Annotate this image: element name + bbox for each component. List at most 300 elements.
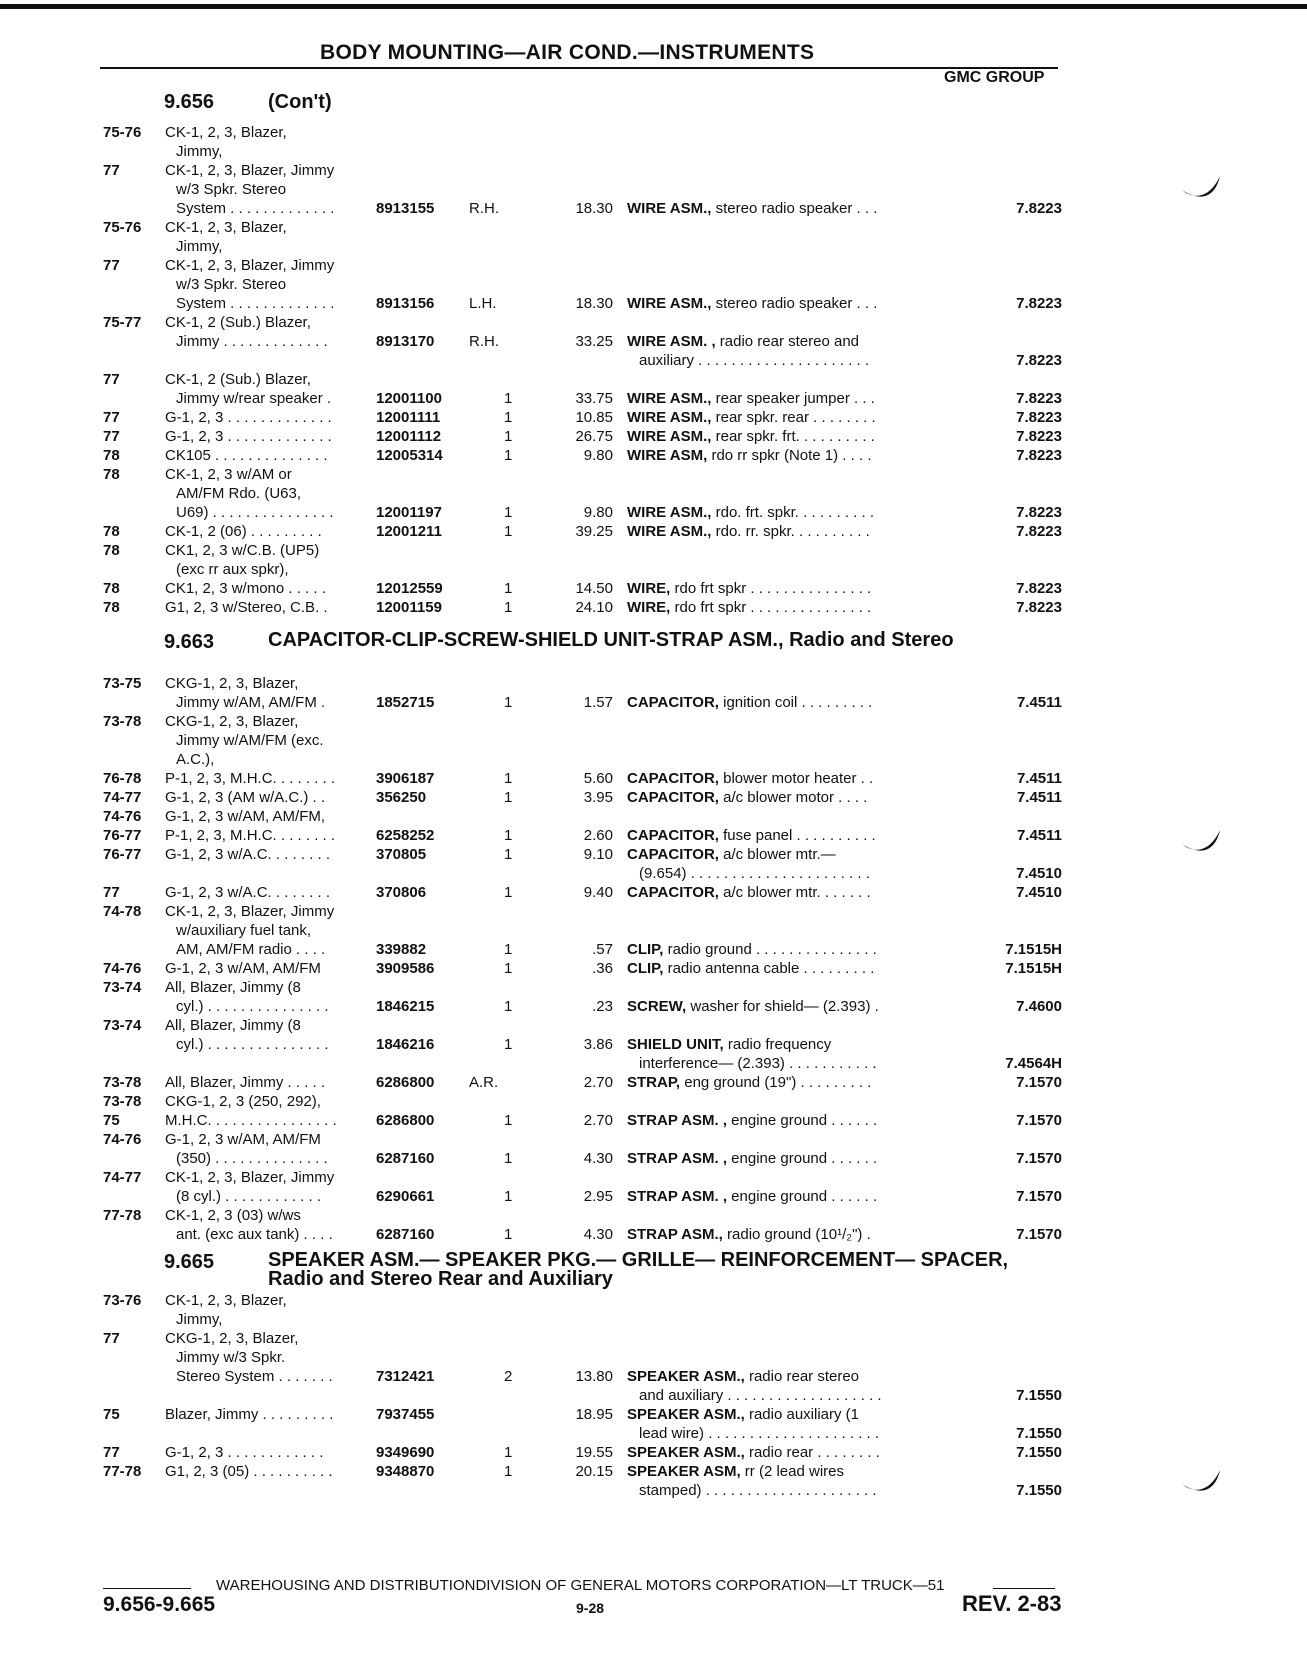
part-number: 6287160 xyxy=(376,1150,435,1167)
model-description: G-1, 2, 3 w/AM, AM/FM xyxy=(165,960,321,977)
table-row xyxy=(0,161,1307,180)
item-name: CLIP, xyxy=(627,941,664,958)
price: 2.70 xyxy=(583,1112,613,1129)
table-row xyxy=(0,351,1307,370)
table-row xyxy=(0,788,1307,807)
item-description xyxy=(627,1462,844,1481)
section-number: 9.656 xyxy=(164,91,215,113)
quantity: 1 xyxy=(504,827,513,844)
item-detail: engine ground . . . . . . xyxy=(727,1188,878,1205)
item-description xyxy=(627,1225,871,1244)
model-year: 77-78 xyxy=(103,1463,142,1480)
table-row xyxy=(0,731,1307,750)
group-number: 7.1515H xyxy=(1005,941,1062,958)
table-row xyxy=(0,1386,1307,1405)
item-detail: radio rear stereo xyxy=(744,1368,860,1385)
part-number: 370806 xyxy=(376,884,427,901)
model-description: Jimmy w/AM/FM (exc. xyxy=(176,732,324,749)
section-title: SPEAKER ASM.— SPEAKER PKG.— GRILLE— REINFORCEMENT— SPACER, Radio and Stereo Rear and Auxiliary xyxy=(268,1249,1009,1290)
group-number: 7.4564H xyxy=(1005,1055,1062,1072)
quantity: 1 xyxy=(504,789,513,806)
group-label: GMC GROUP xyxy=(944,69,1045,86)
model-description: (8 cyl.) . . . . . . . . . . . . xyxy=(176,1188,322,1205)
group-number: 7.1515H xyxy=(1005,960,1062,977)
table-row xyxy=(0,294,1307,313)
model-description: CK-1, 2, 3 w/AM or xyxy=(165,466,292,483)
part-number: 12001100 xyxy=(376,390,442,407)
item-name: CAPACITOR, xyxy=(627,884,719,901)
item-description xyxy=(627,199,877,218)
model-description: CK-1, 2, 3, Blazer, Jimmy xyxy=(165,1169,335,1186)
binder-hole-mark-icon xyxy=(1180,172,1224,204)
item-description xyxy=(627,1443,880,1462)
model-description: G-1, 2, 3 . . . . . . . . . . . . . xyxy=(165,409,332,426)
table-row xyxy=(0,940,1307,959)
part-number: 12001211 xyxy=(376,523,442,540)
model-year: 78 xyxy=(103,447,120,464)
item-name: SCREW, xyxy=(627,998,687,1015)
model-year: 74-76 xyxy=(103,808,142,825)
item-name: CAPACITOR, xyxy=(627,694,719,711)
item-detail: radio frequency xyxy=(723,1036,832,1053)
table-row xyxy=(0,1348,1307,1367)
item-detail: radio ground . . . . . . . . . . . . . . . xyxy=(663,941,877,958)
section-title: CAPACITOR-CLIP-SCREW-SHIELD UNIT-STRAP ASM., Radio and Stereo xyxy=(268,629,954,651)
part-number: 8913156 xyxy=(376,295,435,312)
price: 9.80 xyxy=(583,447,613,464)
quantity: 1 xyxy=(504,1463,513,1480)
part-number: 6287160 xyxy=(376,1226,435,1243)
model-description: CK-1, 2, 3, Blazer, xyxy=(165,124,287,141)
item-description xyxy=(627,693,872,712)
top-rule xyxy=(0,4,1307,9)
item-name: CAPACITOR, xyxy=(627,789,719,806)
table-row xyxy=(0,807,1307,826)
footer-rule-left xyxy=(103,1588,191,1589)
quantity: 1 xyxy=(504,428,513,445)
model-description: w/3 Spkr. Stereo xyxy=(176,181,287,198)
part-number: 7312421 xyxy=(376,1368,435,1385)
table-row xyxy=(0,750,1307,769)
group-number: 7.1550 xyxy=(1016,1387,1062,1404)
item-description xyxy=(627,883,871,902)
model-description: All, Blazer, Jimmy . . . . . xyxy=(165,1074,326,1091)
item-detail: rdo. rr. spkr. . . . . . . . . . xyxy=(711,523,870,540)
page-number: 9-28 xyxy=(576,1600,605,1616)
table-row xyxy=(0,1329,1307,1348)
model-year: 77 xyxy=(103,428,120,445)
model-year: 77 xyxy=(103,162,120,179)
model-description: G1, 2, 3 (05) . . . . . . . . . . xyxy=(165,1463,333,1480)
item-name: CAPACITOR, xyxy=(627,846,719,863)
quantity: 1 xyxy=(504,409,513,426)
item-description xyxy=(627,294,877,313)
item-description xyxy=(627,769,873,788)
table-row xyxy=(0,465,1307,484)
item-detail: radio rear stereo and xyxy=(715,333,860,350)
item-detail: eng ground (19") . . . . . . . . . xyxy=(680,1074,872,1091)
table-row xyxy=(0,693,1307,712)
item-name: STRAP, xyxy=(627,1074,681,1091)
item-description xyxy=(627,826,876,845)
item-name: WIRE, xyxy=(627,580,671,597)
item-name: WIRE, xyxy=(627,599,671,616)
model-description: AM/FM Rdo. (U63, xyxy=(176,485,302,502)
price: 3.95 xyxy=(583,789,613,806)
model-year: 77-78 xyxy=(103,1207,142,1224)
group-number: 7.4511 xyxy=(1016,789,1062,806)
item-description xyxy=(627,788,867,807)
model-year: 78 xyxy=(103,580,120,597)
part-number: 12001112 xyxy=(376,428,442,445)
group-number: 7.8223 xyxy=(1016,428,1062,445)
table-row xyxy=(0,313,1307,332)
model-description: Jimmy . . . . . . . . . . . . . xyxy=(176,333,328,350)
model-description: cyl.) . . . . . . . . . . . . . . . xyxy=(176,998,329,1015)
model-description: G-1, 2, 3 w/AM, AM/FM xyxy=(165,1131,321,1148)
model-description: G1, 2, 3 w/Stereo, C.B. . xyxy=(165,599,328,616)
model-year: 76-77 xyxy=(103,846,142,863)
side-code: L.H. xyxy=(469,295,497,312)
model-year: 78 xyxy=(103,542,120,559)
model-description: CKG-1, 2, 3, Blazer, xyxy=(165,713,299,730)
item-name: WIRE ASM., xyxy=(627,390,712,407)
item-description xyxy=(627,1149,877,1168)
table-row xyxy=(0,484,1307,503)
quantity: 1 xyxy=(504,846,513,863)
group-number: 7.8223 xyxy=(1016,580,1062,597)
item-detail: radio antenna cable . . . . . . . . . xyxy=(663,960,875,977)
group-number: 7.1550 xyxy=(1016,1482,1062,1499)
table-row xyxy=(0,1443,1307,1462)
part-number: 6290661 xyxy=(376,1188,435,1205)
item-name: WIRE ASM., xyxy=(627,409,712,426)
item-name: CLIP, xyxy=(627,960,664,977)
table-row xyxy=(0,256,1307,275)
binder-hole-mark-icon xyxy=(1180,826,1224,858)
group-number: 7.4510 xyxy=(1016,865,1062,882)
table-row xyxy=(0,579,1307,598)
item-description xyxy=(627,1035,831,1054)
item-detail: blower motor heater . . xyxy=(718,770,874,787)
quantity: 1 xyxy=(504,1444,513,1461)
item-detail: rdo frt spkr . . . . . . . . . . . . . . . xyxy=(670,599,872,616)
model-year: 73-76 xyxy=(103,1292,142,1309)
model-description: CKG-1, 2, 3, Blazer, xyxy=(165,1330,299,1347)
part-number: 339882 xyxy=(376,941,427,958)
group-number: 7.1570 xyxy=(1016,1188,1062,1205)
table-row xyxy=(0,1016,1307,1035)
header-rule xyxy=(100,67,1058,69)
model-description: Jimmy w/AM, AM/FM . xyxy=(176,694,326,711)
item-detail: rr (2 lead wires xyxy=(740,1463,844,1480)
price: 9.10 xyxy=(583,846,613,863)
table-row xyxy=(0,1111,1307,1130)
item-name: STRAP ASM., xyxy=(627,1226,723,1243)
part-number: 6286800 xyxy=(376,1112,435,1129)
model-year: 73-74 xyxy=(103,1017,142,1034)
table-row xyxy=(0,1054,1307,1073)
part-number: 6258252 xyxy=(376,827,435,844)
quantity: 1 xyxy=(504,884,513,901)
group-number: 7.1570 xyxy=(1016,1112,1062,1129)
model-year: 77 xyxy=(103,257,120,274)
price: 2.60 xyxy=(583,827,613,844)
model-year: 74-77 xyxy=(103,1169,142,1186)
part-number: 370805 xyxy=(376,846,427,863)
model-description: G-1, 2, 3 . . . . . . . . . . . . xyxy=(165,1444,324,1461)
quantity: 1 xyxy=(504,1226,513,1243)
model-description: CKG-1, 2, 3 (250, 292), xyxy=(165,1093,321,1110)
price: 18.30 xyxy=(575,200,613,217)
table-row xyxy=(0,1073,1307,1092)
quantity: 1 xyxy=(504,1036,513,1053)
price: 2.95 xyxy=(583,1188,613,1205)
model-description: Stereo System . . . . . . . xyxy=(176,1368,333,1385)
item-detail: interference— (2.393) . . . . . . . . . . . xyxy=(639,1055,877,1072)
quantity: 1 xyxy=(504,504,513,521)
quantity: 1 xyxy=(504,1150,513,1167)
side-code: A.R. xyxy=(469,1074,499,1091)
model-year: 75-77 xyxy=(103,314,142,331)
item-name: STRAP ASM. , xyxy=(627,1150,728,1167)
table-row xyxy=(0,1405,1307,1424)
item-detail: auxiliary . . . . . . . . . . . . . . . . . . . . . xyxy=(639,352,870,369)
quantity: 1 xyxy=(504,960,513,977)
item-detail: rdo. frt. spkr. . . . . . . . . . xyxy=(711,504,874,521)
model-description: Jimmy, xyxy=(176,238,223,255)
item-detail: rear spkr. rear . . . . . . . . xyxy=(711,409,876,426)
group-number: 7.8223 xyxy=(1016,352,1062,369)
table-row xyxy=(0,997,1307,1016)
price: 5.60 xyxy=(583,770,613,787)
model-description: CK-1, 2, 3, Blazer, Jimmy xyxy=(165,257,335,274)
table-row xyxy=(0,408,1307,427)
part-number: 1846215 xyxy=(376,998,435,1015)
group-number: 7.8223 xyxy=(1016,599,1062,616)
price: 9.80 xyxy=(583,504,613,521)
part-number: 9349690 xyxy=(376,1444,435,1461)
footer-range: 9.656-9.665 xyxy=(103,1593,216,1616)
quantity: 1 xyxy=(504,580,513,597)
part-number: 1852715 xyxy=(376,694,435,711)
table-row xyxy=(0,1367,1307,1386)
model-description: U69) . . . . . . . . . . . . . . . xyxy=(176,504,334,521)
price: 19.55 xyxy=(575,1444,613,1461)
item-name: SPEAKER ASM, xyxy=(627,1463,741,1480)
group-number: 7.1550 xyxy=(1016,1444,1062,1461)
model-year: 77 xyxy=(103,371,120,388)
table-row xyxy=(0,598,1307,617)
model-description: All, Blazer, Jimmy (8 xyxy=(165,1017,301,1034)
model-description: CK1, 2, 3 w/mono . . . . . xyxy=(165,580,326,597)
item-detail: stereo radio speaker . . . xyxy=(711,200,878,217)
model-year: 75 xyxy=(103,1112,120,1129)
price: 3.86 xyxy=(583,1036,613,1053)
table-row xyxy=(0,921,1307,940)
model-year: 74-76 xyxy=(103,960,142,977)
group-number: 7.8223 xyxy=(1016,390,1062,407)
table-row xyxy=(0,1481,1307,1500)
table-row xyxy=(0,332,1307,351)
quantity: 2 xyxy=(504,1368,513,1385)
table-row xyxy=(0,503,1307,522)
table-row xyxy=(0,883,1307,902)
model-year: 75-76 xyxy=(103,124,142,141)
model-year: 73-78 xyxy=(103,1093,142,1110)
table-row xyxy=(0,218,1307,237)
model-description: cyl.) . . . . . . . . . . . . . . . xyxy=(176,1036,329,1053)
item-name: WIRE ASM., xyxy=(627,295,712,312)
price: 33.25 xyxy=(575,333,613,350)
item-detail: radio auxiliary (1 xyxy=(744,1406,860,1423)
table-row xyxy=(0,1168,1307,1187)
table-row xyxy=(0,560,1307,579)
item-name: CAPACITOR, xyxy=(627,827,719,844)
model-description: CK-1, 2 (06) . . . . . . . . . xyxy=(165,523,322,540)
model-year: 77 xyxy=(103,1444,120,1461)
part-number: 8913155 xyxy=(376,200,435,217)
price: 2.70 xyxy=(583,1074,613,1091)
group-number: 7.4511 xyxy=(1016,770,1062,787)
item-name: WIRE ASM., xyxy=(627,428,712,445)
group-number: 7.8223 xyxy=(1016,409,1062,426)
item-name: SPEAKER ASM., xyxy=(627,1368,745,1385)
table-row xyxy=(0,522,1307,541)
model-description: System . . . . . . . . . . . . . xyxy=(176,200,335,217)
section-number: 9.665 xyxy=(164,1251,215,1273)
model-description: All, Blazer, Jimmy (8 xyxy=(165,979,301,996)
item-description xyxy=(627,427,875,446)
table-row xyxy=(0,959,1307,978)
model-description: CK-1, 2, 3, Blazer, xyxy=(165,219,287,236)
item-description xyxy=(627,503,874,522)
model-description: CKG-1, 2, 3, Blazer, xyxy=(165,675,299,692)
side-code: R.H. xyxy=(469,333,499,350)
model-description: w/auxiliary fuel tank, xyxy=(176,922,312,939)
table-row xyxy=(0,446,1307,465)
item-description xyxy=(639,864,870,883)
item-description xyxy=(627,389,875,408)
quantity: 1 xyxy=(504,694,513,711)
group-number: 7.8223 xyxy=(1016,504,1062,521)
item-description xyxy=(639,1054,877,1073)
item-detail: and auxiliary . . . . . . . . . . . . . . . . . . . xyxy=(639,1387,882,1404)
table-row xyxy=(0,1424,1307,1443)
table-row xyxy=(0,1462,1307,1481)
item-description xyxy=(627,446,871,465)
model-description: Jimmy, xyxy=(176,1311,223,1328)
model-description: Jimmy, xyxy=(176,143,223,160)
table-row xyxy=(0,826,1307,845)
item-name: WIRE ASM., xyxy=(627,523,712,540)
item-name: SHIELD UNIT, xyxy=(627,1036,724,1053)
model-description: CK-1, 2 (Sub.) Blazer, xyxy=(165,314,311,331)
item-name: STRAP ASM. , xyxy=(627,1188,728,1205)
item-detail: engine ground . . . . . . xyxy=(727,1150,878,1167)
quantity: 1 xyxy=(504,1188,513,1205)
table-row xyxy=(0,978,1307,997)
item-detail: rear speaker jumper . . . xyxy=(711,390,875,407)
model-description: G-1, 2, 3 . . . . . . . . . . . . . xyxy=(165,428,332,445)
part-number: 3906187 xyxy=(376,770,435,787)
item-description xyxy=(627,1367,859,1386)
model-description: CK-1, 2 (Sub.) Blazer, xyxy=(165,371,311,388)
table-row xyxy=(0,1130,1307,1149)
model-year: 78 xyxy=(103,523,120,540)
model-description: Blazer, Jimmy . . . . . . . . . xyxy=(165,1406,334,1423)
group-number: 7.1570 xyxy=(1016,1150,1062,1167)
model-description: G-1, 2, 3 (AM w/A.C.) . . xyxy=(165,789,326,806)
part-number: 12001197 xyxy=(376,504,442,521)
model-description: G-1, 2, 3 w/AM, AM/FM, xyxy=(165,808,326,825)
item-name: WIRE ASM., xyxy=(627,504,712,521)
section-title: (Con't) xyxy=(268,91,332,113)
model-year: 74-78 xyxy=(103,903,142,920)
price: 9.40 xyxy=(583,884,613,901)
table-row xyxy=(0,541,1307,560)
item-description xyxy=(627,940,877,959)
item-description xyxy=(639,1386,882,1405)
item-description xyxy=(627,598,871,617)
part-number: 9348870 xyxy=(376,1463,435,1480)
footer-division: WAREHOUSING AND DISTRIBUTIONDIVISION OF GENERAL MOTORS CORPORATION—LT TRUCK—51 xyxy=(216,1577,945,1594)
group-number: 7.4510 xyxy=(1016,884,1062,901)
model-year: 73-78 xyxy=(103,1074,142,1091)
table-row xyxy=(0,1310,1307,1329)
price: 1.57 xyxy=(583,694,613,711)
model-year: 75 xyxy=(103,1406,120,1423)
model-year: 76-78 xyxy=(103,770,142,787)
model-description: w/3 Spkr. Stereo xyxy=(176,276,287,293)
part-number: 12001111 xyxy=(376,409,441,426)
item-description xyxy=(627,579,871,598)
quantity: 1 xyxy=(504,941,513,958)
item-detail: a/c blower mtr. . . . . . . xyxy=(718,884,871,901)
item-detail: rear spkr. frt. . . . . . . . . . xyxy=(711,428,875,445)
item-description xyxy=(627,997,879,1016)
model-year: 73-75 xyxy=(103,675,142,692)
part-number: 12005314 xyxy=(376,447,443,464)
table-row xyxy=(0,902,1307,921)
model-description: CK-1, 2, 3, Blazer, xyxy=(165,1292,287,1309)
price: .36 xyxy=(592,960,613,977)
quantity: 1 xyxy=(504,447,513,464)
item-detail: radio ground (10¹/₂") . xyxy=(722,1226,871,1243)
model-description: CK-1, 2, 3 (03) w/ws xyxy=(165,1207,301,1224)
part-number: 7937455 xyxy=(376,1406,435,1423)
group-number: 7.1570 xyxy=(1016,1074,1062,1091)
item-description xyxy=(627,1405,859,1424)
model-year: 78 xyxy=(103,466,120,483)
model-description: (exc rr aux spkr), xyxy=(176,561,289,578)
item-detail: lead wire) . . . . . . . . . . . . . . . . . . . . . xyxy=(639,1425,880,1442)
price: 20.15 xyxy=(575,1463,613,1480)
item-description xyxy=(639,351,869,370)
table-row xyxy=(0,712,1307,731)
group-number: 7.8223 xyxy=(1016,523,1062,540)
quantity: 1 xyxy=(504,1112,513,1129)
item-detail: washer for shield— (2.393) . xyxy=(686,998,879,1015)
quantity: 1 xyxy=(504,770,513,787)
model-description: CK-1, 2, 3, Blazer, Jimmy xyxy=(165,903,335,920)
revision: REV. 2-83 xyxy=(962,1591,1062,1616)
price: 39.25 xyxy=(575,523,613,540)
quantity: 1 xyxy=(504,599,513,616)
model-description: System . . . . . . . . . . . . . xyxy=(176,295,335,312)
item-description xyxy=(627,332,859,351)
table-row xyxy=(0,199,1307,218)
